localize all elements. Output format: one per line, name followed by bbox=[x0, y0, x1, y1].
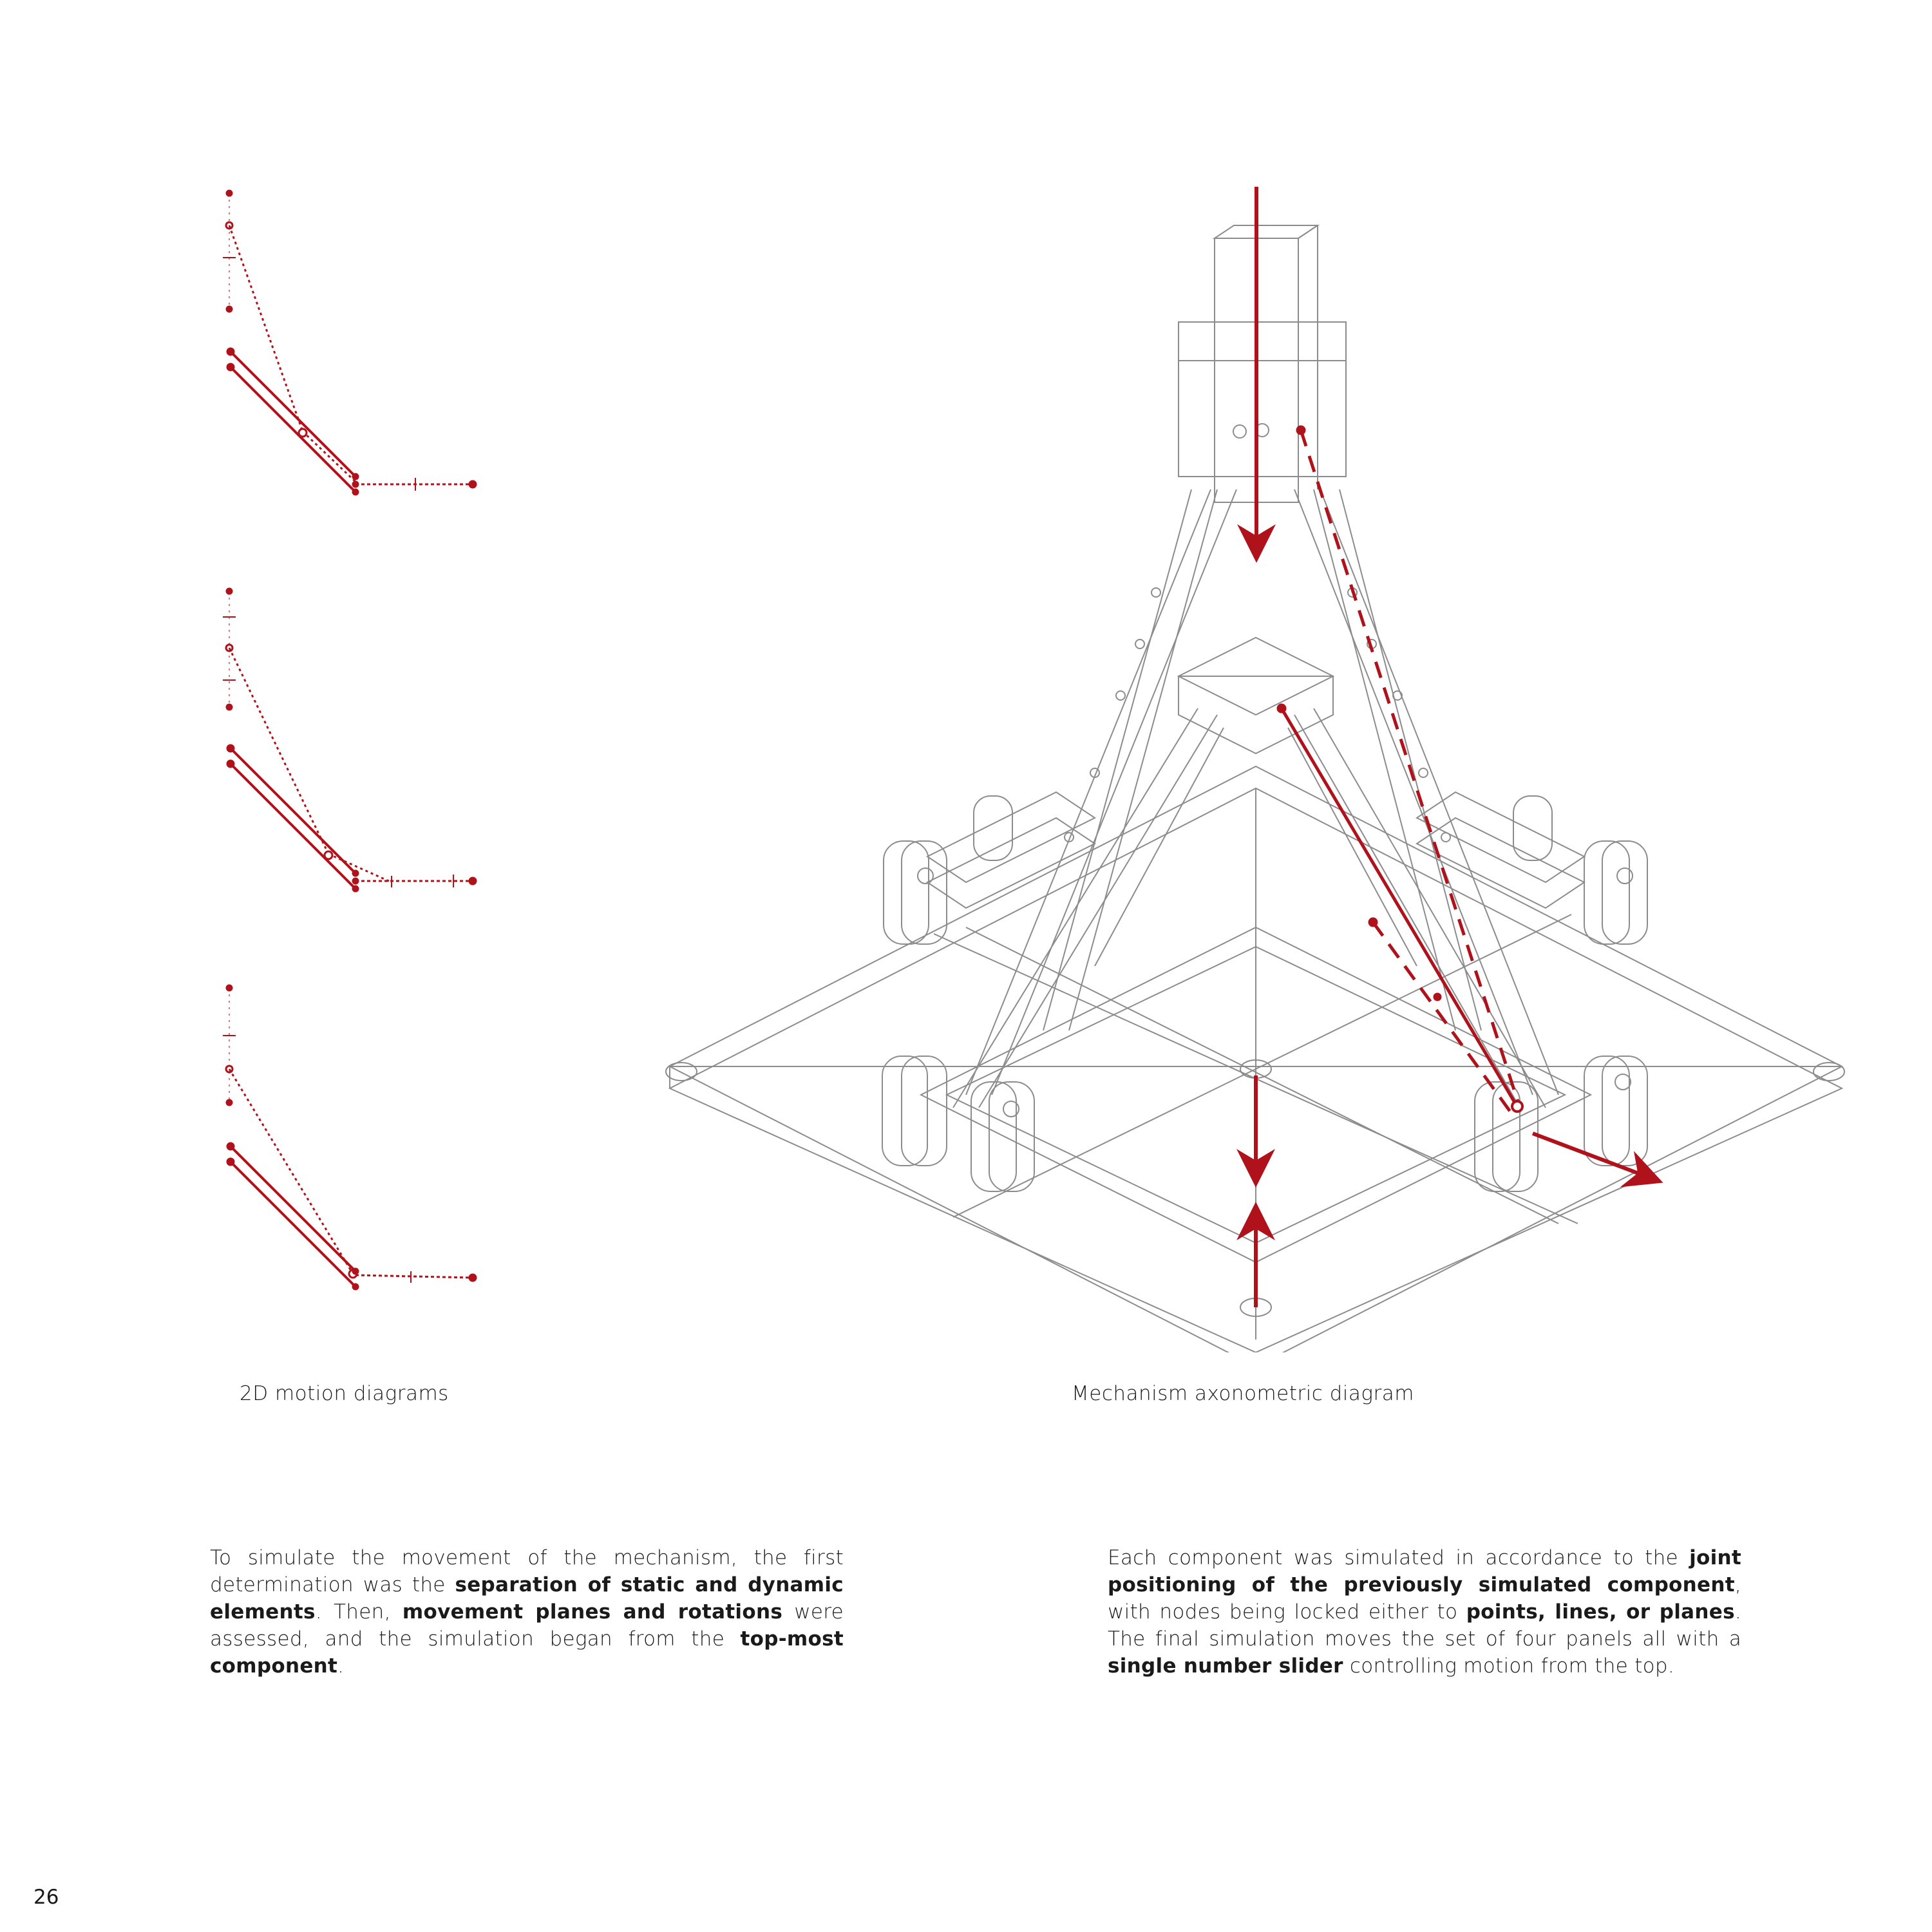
motion-arrows bbox=[1256, 187, 1649, 1307]
paragraph-right-run: , with nodes being locked either to bbox=[1108, 1573, 1741, 1624]
paragraph-right-run: . The final simulation moves the set of four panels all with a bbox=[1108, 1600, 1741, 1651]
caption-motion-diagrams: 2D motion diagrams bbox=[240, 1382, 449, 1405]
paragraph-left-run: movement planes and rotations bbox=[402, 1600, 783, 1624]
paragraph-left-run: were assessed, and the simulation began from the bbox=[210, 1600, 844, 1651]
paragraph-left-run: . bbox=[337, 1654, 345, 1678]
paragraph-right bbox=[1108, 1544, 1741, 1680]
paragraph-right-run: single number slider bbox=[1108, 1654, 1343, 1678]
paragraph-left bbox=[210, 1544, 844, 1680]
dashed-strut-path bbox=[1301, 430, 1520, 1108]
paragraph-left-run: To simulate the movement of the mechanism, the first determination was the bbox=[210, 1546, 844, 1596]
paragraph-left-run: . Then, bbox=[315, 1600, 402, 1624]
hub-strut-path bbox=[1282, 708, 1519, 1109]
paragraph-right-run: controlling motion from the top. bbox=[1343, 1654, 1675, 1678]
caption-axonometric-diagram: Mechanism axonometric diagram bbox=[1072, 1382, 1414, 1405]
paragraph-right-run: joint positioning of the previously simulated component bbox=[1108, 1546, 1741, 1596]
paragraph-right-run: Each component was simulated in accordance to the bbox=[1108, 1546, 1690, 1569]
page-number: 26 bbox=[33, 1886, 59, 1909]
paragraph-left-run: separation of static and dynamic elements bbox=[210, 1573, 844, 1624]
outward-arrow bbox=[1533, 1133, 1649, 1177]
paragraph-left-run: top-most component bbox=[210, 1627, 844, 1678]
paragraph-right-run: points, lines, or planes bbox=[1466, 1600, 1735, 1624]
